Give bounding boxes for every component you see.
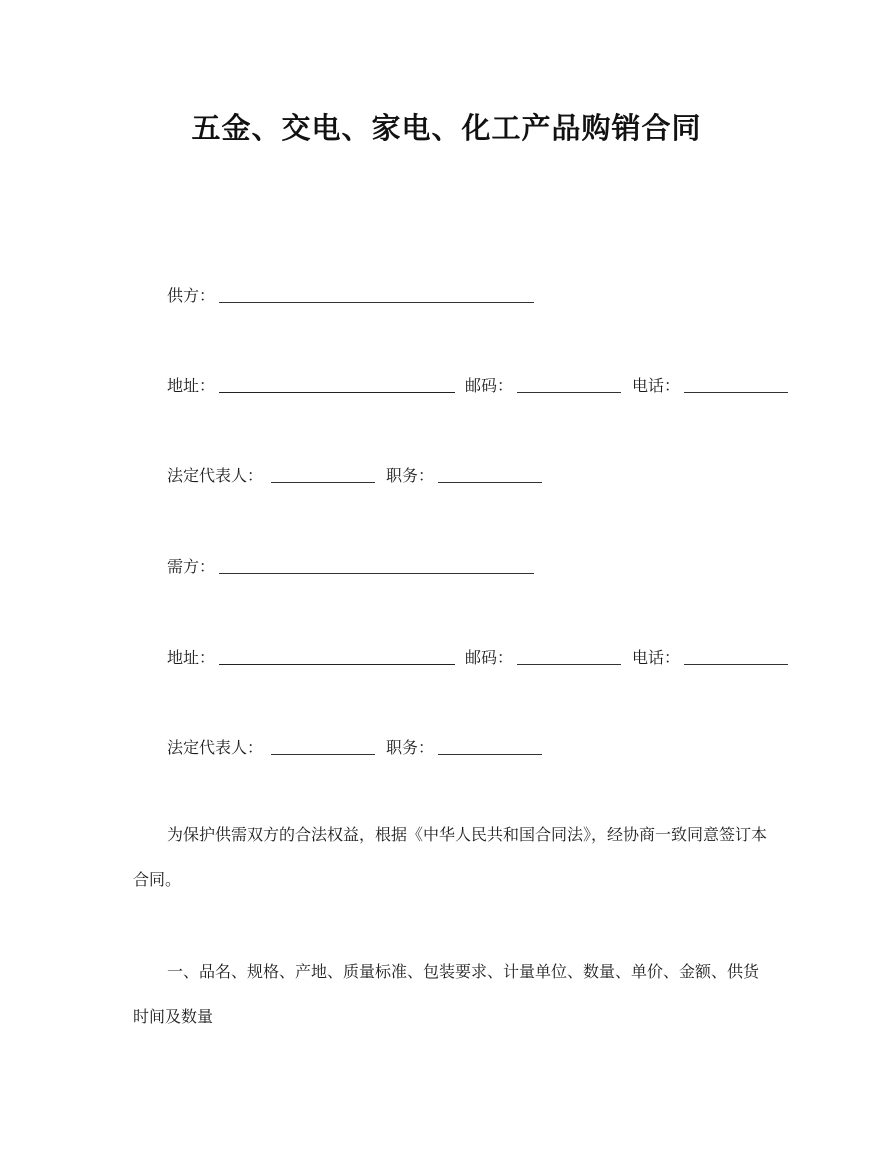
buyer-rep-label: 法定代表人：	[167, 738, 264, 757]
buyer-position-label: 职务：	[386, 738, 435, 757]
supplier-party-row	[167, 283, 547, 309]
buyer-phone-label: 电话：	[632, 648, 681, 667]
buyer-representative-row	[167, 735, 547, 761]
supplier-position-label: 职务：	[386, 466, 435, 485]
supplier-representative-row	[167, 463, 547, 489]
buyer-rep-blank[interactable]	[271, 754, 375, 755]
supplier-rep-blank[interactable]	[271, 482, 375, 483]
buyer-address-label: 地址：	[167, 648, 216, 667]
supplier-phone-blank[interactable]	[684, 392, 788, 393]
buyer-address-row	[167, 645, 792, 671]
preamble-paragraph: 为保护供需双方的合法权益，根据《中华人民共和国合同法》，经协商一致同意签订本合同。	[133, 825, 768, 889]
supplier-name-blank[interactable]	[219, 302, 534, 303]
buyer-postcode-blank[interactable]	[517, 664, 621, 665]
supplier-phone-label: 电话：	[632, 376, 681, 395]
supplier-address-blank[interactable]	[219, 392, 455, 393]
supplier-postcode-blank[interactable]	[517, 392, 621, 393]
buyer-postcode-label: 邮码：	[465, 648, 514, 667]
supplier-address-row	[167, 373, 792, 399]
document-title: 五金、交电、家电、化工产品购销合同	[191, 111, 702, 145]
clause-1-heading: 一、品名、规格、产地、质量标准、包装要求、计量单位、数量、单价、金额、供货时间及数量	[133, 962, 760, 1026]
supplier-party-label: 供方：	[167, 286, 216, 305]
supplier-rep-label: 法定代表人：	[167, 466, 264, 485]
buyer-party-label: 需方：	[167, 557, 216, 576]
buyer-name-blank[interactable]	[219, 573, 534, 574]
supplier-postcode-label: 邮码：	[465, 376, 514, 395]
buyer-party-row	[167, 554, 547, 580]
buyer-address-blank[interactable]	[219, 664, 455, 665]
buyer-phone-blank[interactable]	[684, 664, 788, 665]
buyer-position-blank[interactable]	[438, 754, 542, 755]
supplier-address-label: 地址：	[167, 376, 216, 395]
supplier-position-blank[interactable]	[438, 482, 542, 483]
